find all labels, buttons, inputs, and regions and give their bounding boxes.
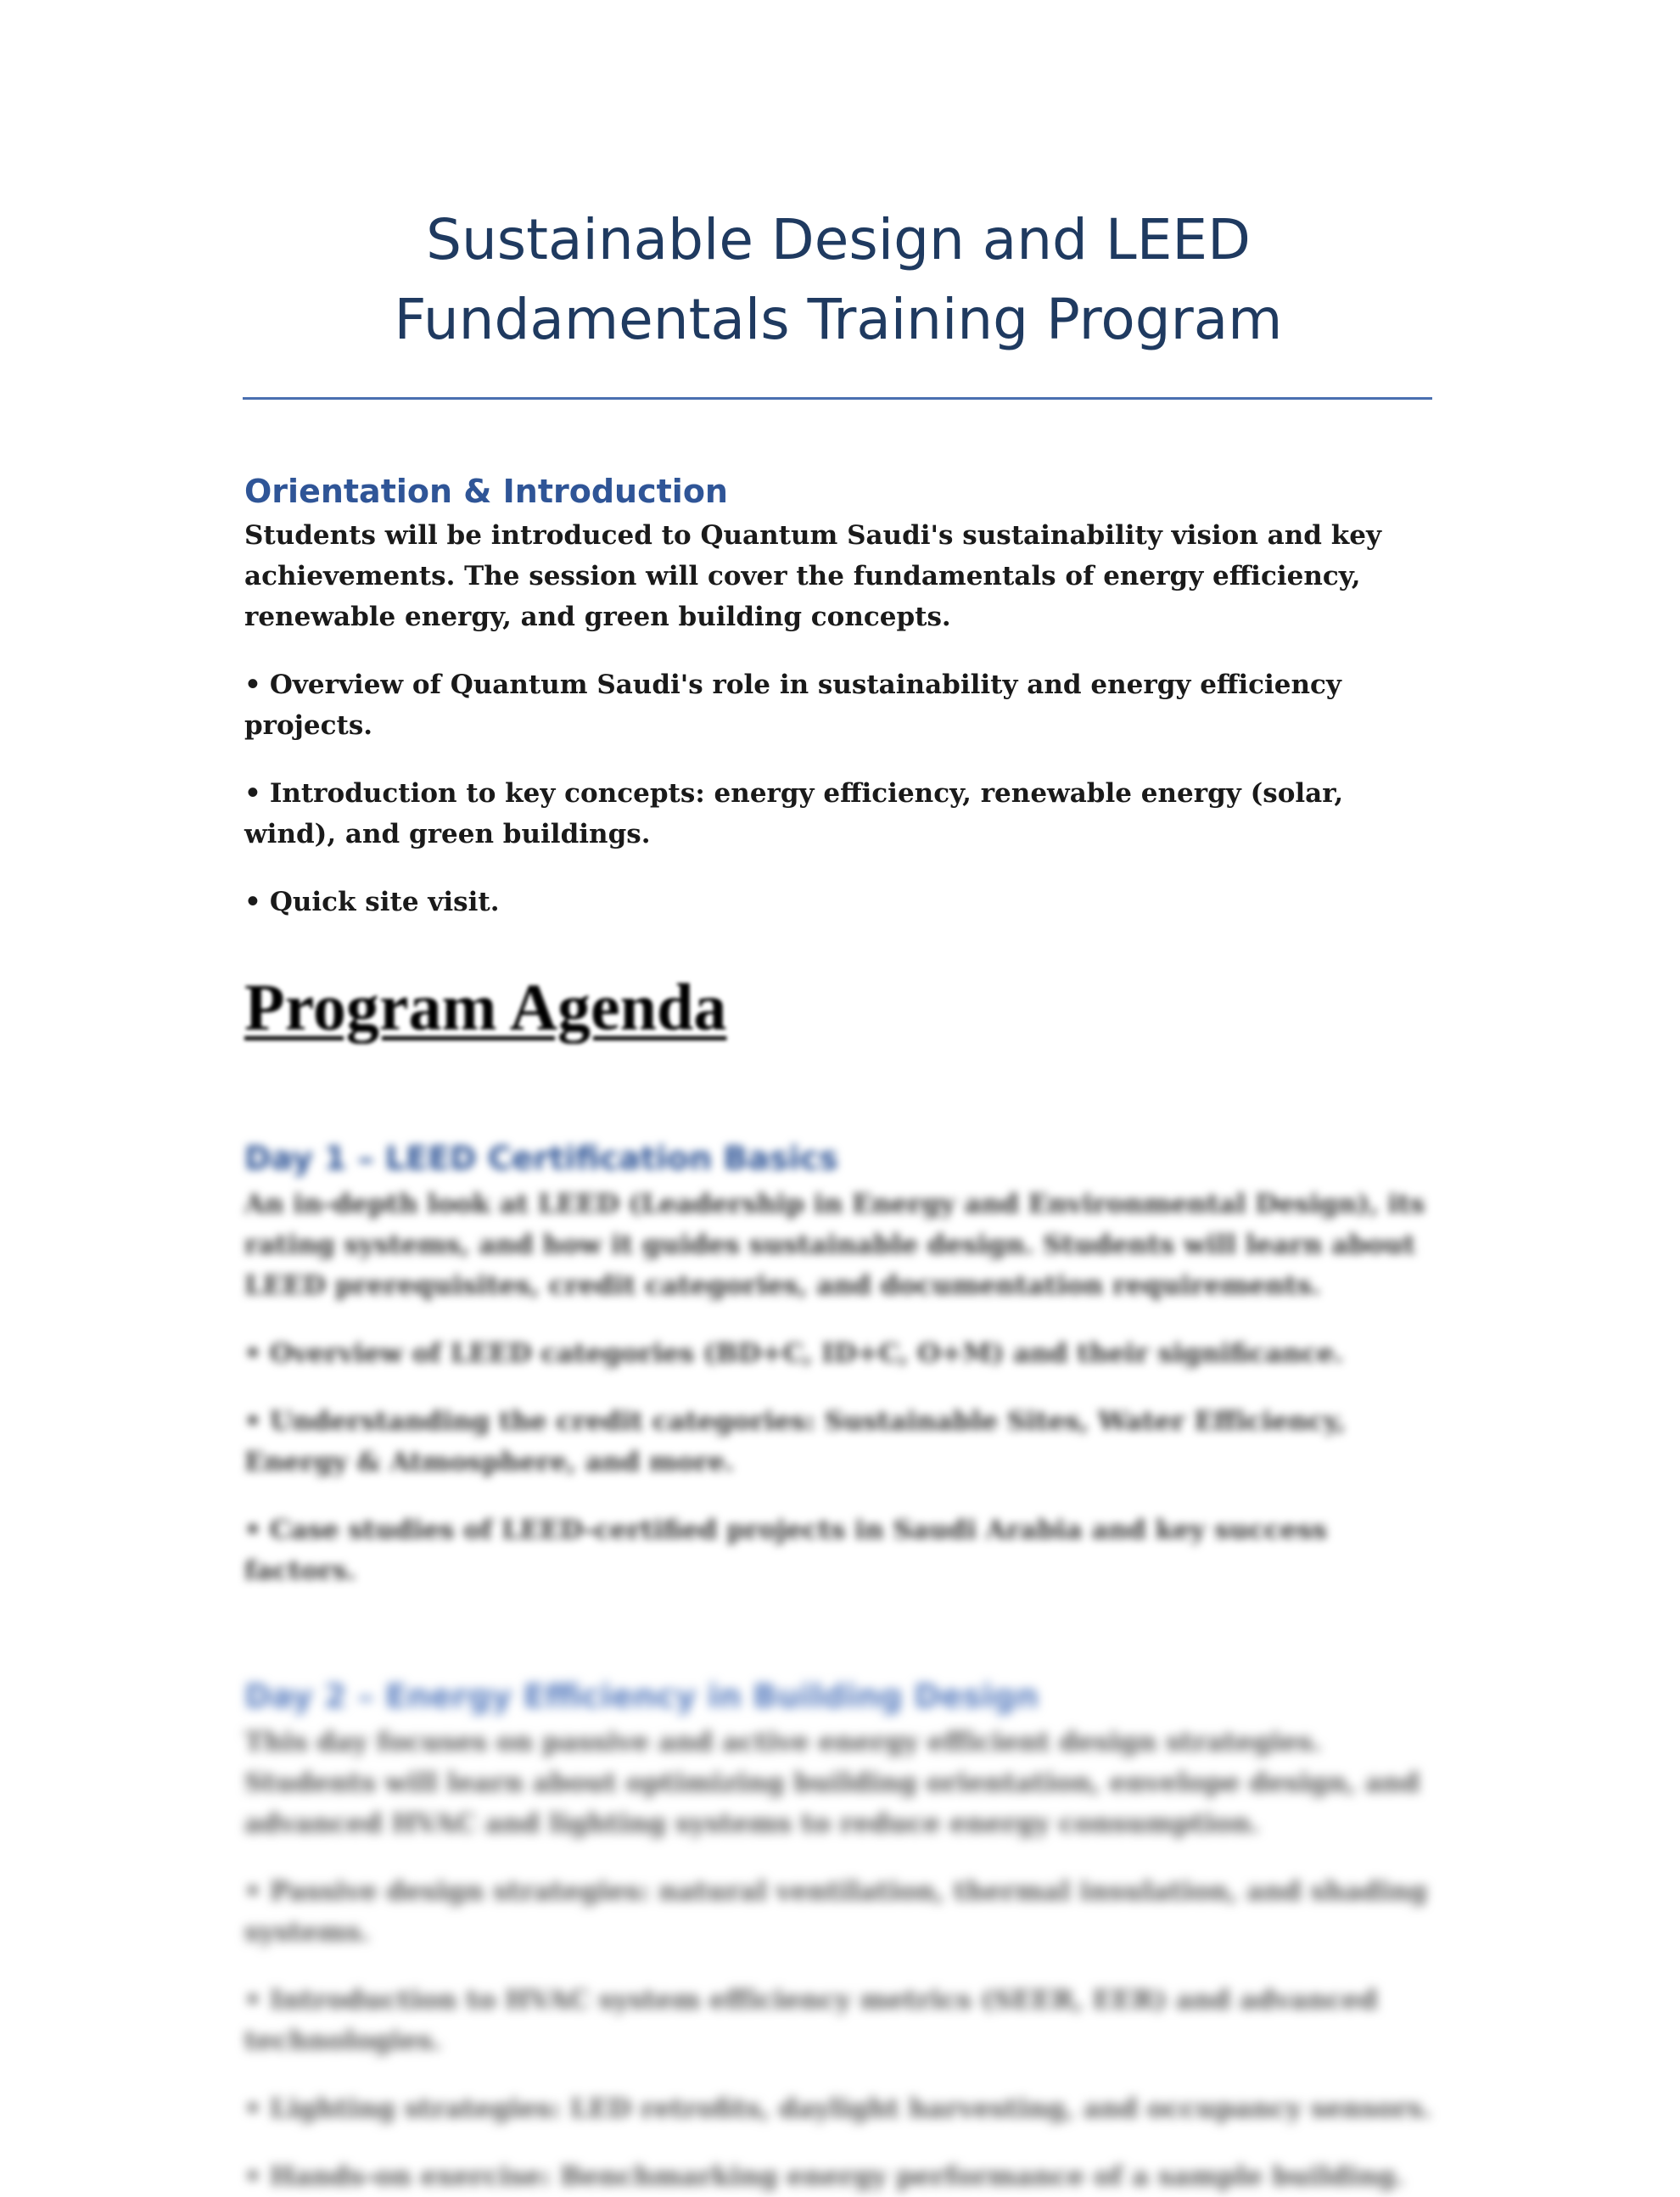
list-item: • Overview of Quantum Saudi's role in sustainability and energy efficiency projects. bbox=[244, 670, 1341, 742]
day-2-heading: Day 2 – Energy Efficiency in Building Design bbox=[244, 1678, 1039, 1716]
bullet-icon: • bbox=[244, 2093, 261, 2125]
list-item: • Hands-on exercise: Benchmarking energy performance of a sample building. bbox=[244, 2161, 1405, 2193]
day-1-section bbox=[244, 1135, 1432, 1591]
list-item: • Quick site visit. bbox=[244, 887, 500, 918]
list-item: • Introduction to HVAC system efficiency metrics (SEER, EER) and advanced technologies. bbox=[244, 1985, 1378, 2057]
bullet-icon: • bbox=[244, 887, 261, 918]
bullet-icon: • bbox=[244, 2161, 261, 2193]
day-2-section bbox=[244, 1673, 1432, 2197]
bullet-icon: • bbox=[244, 670, 261, 701]
document-page bbox=[244, 0, 1432, 2197]
document-title: Sustainable Design and LEED Fundamentals Training Program bbox=[394, 207, 1283, 352]
list-item: • Lighting strategies: LED retrofits, daylight harvesting, and occupancy sensors. bbox=[244, 2093, 1432, 2125]
day-1-paragraph: An in-depth look at LEED (Leadership in Energy and Environmental Design), its rating systems, and how it guides sustainable design. Students will learn about LEED prerequisites, credit categories, and documentation requirements. bbox=[244, 1189, 1425, 1302]
agenda-title: Program Agenda bbox=[244, 970, 727, 1045]
title-divider bbox=[243, 397, 1432, 400]
list-item: • Introduction to key concepts: energy efficiency, renewable energy (solar, wind), and green buildings. bbox=[244, 778, 1344, 850]
list-item: • Case studies of LEED-certified projects in Saudi Arabia and key success factors. bbox=[244, 1515, 1327, 1587]
bullet-icon: • bbox=[244, 1406, 261, 1438]
bullet-icon: • bbox=[244, 1338, 261, 1370]
orientation-paragraph: Students will be introduced to Quantum Saudi's sustainability vision and key achievements. The session will cover the fundamentals of energy efficiency, renewable energy, and green building concepts. bbox=[244, 520, 1381, 633]
day-2-paragraph: This day focuses on passive and active energy efficient design strategies. Students will learn about optimizing building orientation, envelope design, and advanced HVAC and lighting systems to reduce energy consumption. bbox=[244, 1727, 1420, 1840]
orientation-heading: Orientation & Introduction bbox=[244, 473, 728, 511]
bullet-icon: • bbox=[244, 1985, 261, 2016]
list-item: • Understanding the credit categories: Sustainable Sites, Water Efficiency, Energy & Atmosphere, and more. bbox=[244, 1406, 1346, 1478]
day-1-heading: Day 1 – LEED Certification Basics bbox=[244, 1140, 838, 1178]
bullet-icon: • bbox=[244, 778, 261, 810]
list-item: • Passive design strategies: natural ventilation, thermal insulation, and shading systems. bbox=[244, 1876, 1428, 1948]
list-item: • Overview of LEED categories (BD+C, ID+C, O+M) and their significance. bbox=[244, 1338, 1344, 1370]
orientation-section bbox=[244, 468, 1432, 922]
bullet-icon: • bbox=[244, 1876, 261, 1908]
bullet-icon: • bbox=[244, 1515, 261, 1546]
